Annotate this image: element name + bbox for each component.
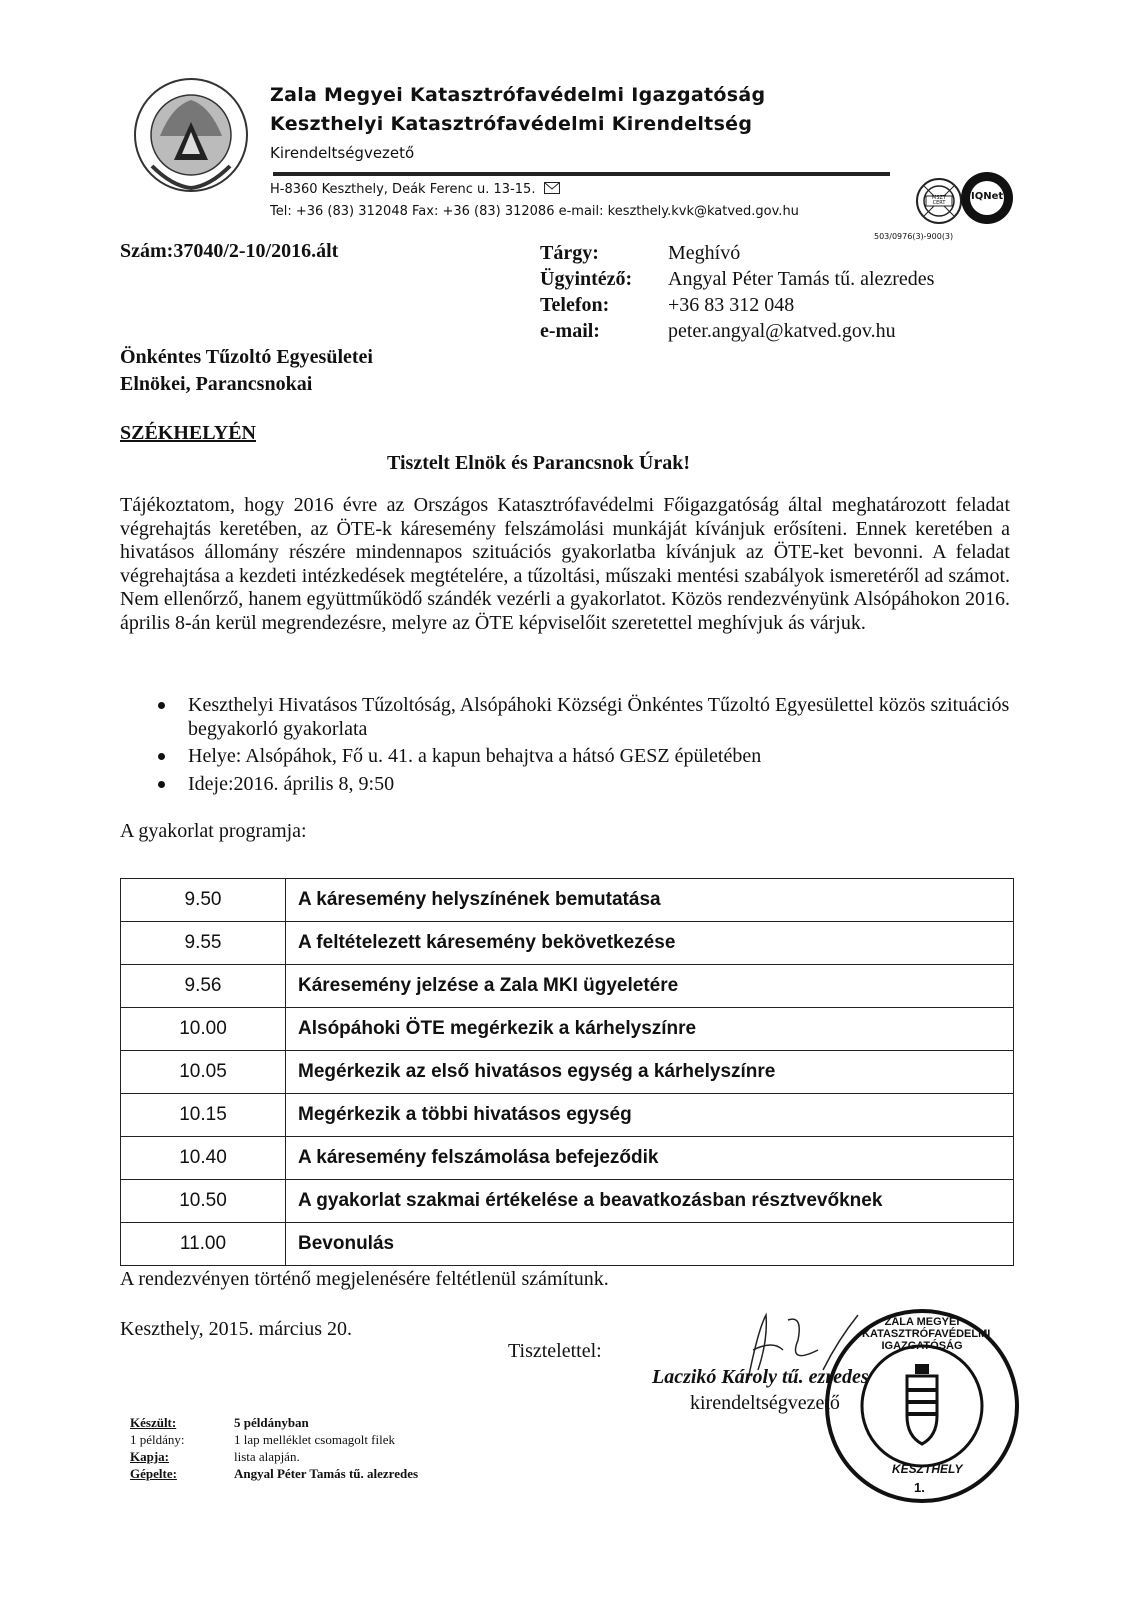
footer-key: Kapja: — [130, 1449, 169, 1464]
official-stamp — [822, 1306, 1022, 1506]
meta-value: Angyal Péter Tamás tű. alezredes — [668, 268, 935, 290]
org-emblem-logo — [132, 76, 250, 194]
program-desc: A káresemény felszámolása befejeződik — [286, 1137, 1014, 1180]
program-desc: Megérkezik a többi hivatásos egység — [286, 1094, 1014, 1137]
program-desc: Bevonulás — [286, 1223, 1014, 1266]
addressee-place: SZÉKHELYÉN — [120, 422, 256, 444]
program-time: 10.50 — [121, 1180, 286, 1223]
program-desc: Alsópáhoki ÖTE megérkezik a kárhelyszínre — [286, 1008, 1014, 1051]
header-address-text: H-8360 Keszthely, Deák Ferenc u. 13-15. — [270, 182, 536, 197]
program-time: 10.00 — [121, 1008, 286, 1051]
footer-value: Angyal Péter Tamás tű. alezredes — [234, 1466, 419, 1481]
mszt-cert-logo — [914, 176, 964, 232]
closing-sentence: A rendezvényen történő megjelenésére feltétlenül számítunk. — [120, 1268, 609, 1290]
footer-key: 1 példány: — [130, 1432, 185, 1447]
mszt-badge-text: MSZT CERT — [932, 195, 946, 206]
program-time: 11.00 — [121, 1223, 286, 1266]
meta-row-subject — [540, 240, 934, 266]
program-time: 9.55 — [121, 922, 286, 965]
signatory-name-text: Laczikó Károly tű. — [652, 1366, 804, 1388]
footer-key: Gépelte: — [130, 1466, 177, 1481]
program-table — [120, 878, 1014, 1266]
bullet-item — [120, 745, 1010, 769]
place-date: Keszthely, 2015. március 20. — [120, 1318, 352, 1340]
footer-notes — [130, 1414, 418, 1482]
table-row — [121, 1008, 1014, 1051]
meta-key: Telefon: — [540, 294, 610, 316]
header-contact: Tel: +36 (83) 312048 Fax: +36 (83) 312086 e-mail: keszthely.kvk@katved.gov.hu — [270, 204, 799, 219]
meta-key: Ügyintéző: — [540, 268, 633, 290]
header-office-name: Keszthelyi Katasztrófavédelmi Kirendeltség — [270, 113, 753, 135]
table-row — [121, 879, 1014, 922]
stamp-number: 1. — [914, 1480, 925, 1495]
meta-block — [540, 240, 934, 344]
program-time: 10.40 — [121, 1137, 286, 1180]
footer-row — [130, 1431, 418, 1448]
addressee-line-2: Elnökei, Parancsnokai — [120, 373, 313, 395]
footer-value: lista alapján. — [234, 1449, 300, 1464]
program-desc: A káresemény helyszínének bemutatása — [286, 879, 1014, 922]
table-row — [121, 922, 1014, 965]
table-row — [121, 1223, 1014, 1266]
signatory-rank: ezredes — [808, 1366, 869, 1388]
table-row — [121, 1137, 1014, 1180]
bullet-item — [120, 773, 1010, 797]
program-time: 10.05 — [121, 1051, 286, 1094]
addressee-line-1: Önkéntes Tűzoltó Egyesületei — [120, 346, 373, 368]
addressee — [120, 344, 373, 398]
iqnet-cert-logo — [960, 164, 1014, 232]
reference-number: Szám:37040/2-10/2016.ált — [120, 240, 339, 262]
footer-row — [130, 1465, 418, 1482]
salutation: Tisztelt Elnök és Parancsnok Úrak! — [387, 452, 690, 474]
stamp-city: KESZTHELY — [892, 1462, 963, 1476]
footer-row — [130, 1448, 418, 1465]
stamp-ring-text: ZALA MEGYEI KATASZTRÓFAVÉDELMI IGAZGATÓSÁG — [862, 1316, 991, 1352]
regards: Tisztelettel: — [508, 1340, 602, 1362]
meta-key: Tárgy: — [540, 242, 599, 264]
bullet-text: Ideje:2016. április 8, 9:50 — [188, 772, 395, 795]
table-row — [121, 1180, 1014, 1223]
header-role: Kirendeltségvezető — [270, 144, 415, 162]
table-row — [121, 1051, 1014, 1094]
bullet-dot-icon — [158, 753, 165, 760]
bullet-text: Keszthelyi Hivatásos Tűzoltóság, Alsópáhoki Községi Önkéntes Tűzoltó Egyesülettel közös szituációs begyakorló gyakorlata — [188, 694, 1010, 740]
program-time: 9.56 — [121, 965, 286, 1008]
meta-value: +36 83 312 048 — [668, 294, 795, 316]
header-address — [270, 182, 560, 197]
table-row — [121, 1094, 1014, 1137]
meta-value: Meghívó — [668, 242, 741, 264]
program-time: 9.50 — [121, 879, 286, 922]
bullet-text: Helye: Alsópáhok, Fő u. 41. a kapun behajtva a hátsó GESZ épületében — [188, 745, 762, 767]
bullet-list — [120, 694, 1010, 800]
mail-icon — [544, 182, 560, 194]
program-desc: A feltételezett káresemény bekövetkezése — [286, 922, 1014, 965]
bullet-item — [120, 694, 1010, 741]
program-desc: Megérkezik az első hivatásos egység a kárhelyszínre — [286, 1051, 1014, 1094]
program-title: A gyakorlat programja: — [120, 820, 307, 842]
bullet-dot-icon — [158, 781, 165, 788]
program-desc: A gyakorlat szakmai értékelése a beavatkozásban résztvevőknek — [286, 1180, 1014, 1223]
footer-value: 5 példányban — [234, 1415, 309, 1430]
meta-value: peter.angyal@katved.gov.hu — [668, 320, 896, 342]
program-time: 10.15 — [121, 1094, 286, 1137]
cert-code: 503/0976(3)-900(3) — [874, 232, 954, 241]
meta-row-phone — [540, 292, 934, 318]
meta-row-handler — [540, 266, 934, 292]
meta-key: e-mail: — [540, 320, 600, 342]
footer-value: 1 lap melléklet csomagolt filek — [234, 1432, 396, 1447]
header-org-name: Zala Megyei Katasztrófavédelmi Igazgatóság — [270, 84, 766, 106]
footer-row — [130, 1414, 418, 1431]
meta-row-email — [540, 318, 934, 344]
footer-key: Készült: — [130, 1415, 177, 1430]
header-rule — [273, 172, 890, 176]
table-row — [121, 965, 1014, 1008]
signatory-title: kirendeltségvezető — [690, 1392, 840, 1414]
program-desc: Káresemény jelzése a Zala MKI ügyeletére — [286, 965, 1014, 1008]
body-paragraph: Tájékoztatom, hogy 2016 évre az Országos Katasztrófavédelmi Főigazgatóság által meghatározott feladat végrehajtás keretében, az ÖTE-k káresemény felszámolási munkáját kívánjuk erősíteni. Ennek keretében a hivatásos állomány részére mindennapos szituációs gyakorlatba kívánjuk az ÖTE-ket bevonni. A feladat végrehajtása a kezdeti intézkedések megtételére, a tűzoltási, műszaki mentési szabályok ismeretéről ad számot. Nem ellenőrző, hanem együttműködő szándék vezérli a gyakorlatot. Közös rendezvényünk Alsópáhokon 2016. április 8-án kerül megrendezésre, melyre az ÖTE képviselőit szeretettel meghívjuk ás várjuk. — [120, 494, 1010, 634]
bullet-dot-icon — [158, 702, 165, 709]
iqnet-badge-text: IQNet — [971, 191, 1004, 202]
